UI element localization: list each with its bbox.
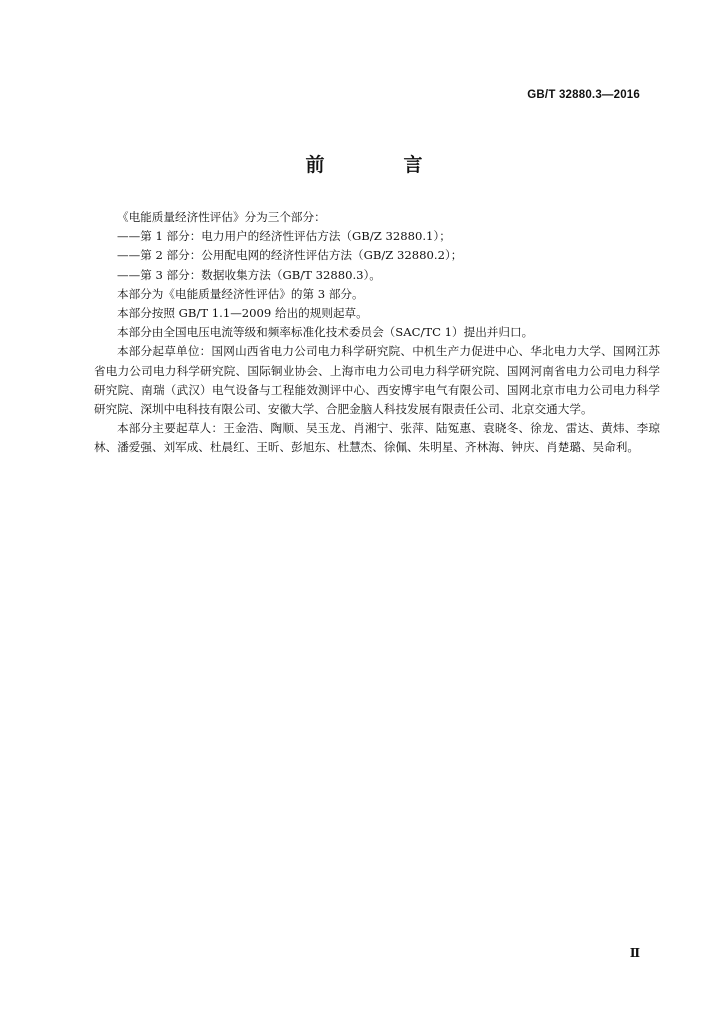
paragraph-drafting-rules: 本部分按照 GB/T 1.1—2009 给出的规则起草。 bbox=[117, 306, 368, 321]
page-number: Ⅱ bbox=[629, 946, 640, 960]
list-item-part3: ——第 3 部分：数据收集方法（GB/T 32880.3）。 bbox=[117, 267, 381, 282]
foreword-body bbox=[94, 208, 660, 458]
list-item-part2: ——第 2 部分：公用配电网的经济性评估方法（GB/Z 32880.2）； bbox=[117, 248, 463, 263]
list-item-part1: ——第 1 部分：电力用户的经济性评估方法（GB/Z 32880.1）； bbox=[117, 229, 451, 244]
paragraph-drafting-units: 本部分起草单位：国网山西省电力公司电力科学研究院、中机生产力促进中心、华北电力大学、国网江苏省电力公司电力科学研究院、国际铜业协会、上海市电力公司电力科学研究院、国网河南省电力公司电力科学研究院、南瑞（武汉）电气设备与工程能效测评中心、西安博宇电气有限公司、国网北京市电力公司电力科学研究院、深圳中电科技有限公司、安徽大学、合肥金脑人科技发展有限责任公司、北京交通大学。 bbox=[94, 344, 660, 417]
page-title: 前 言 bbox=[305, 154, 453, 176]
standard-code: GB/T 32880.3—2016 bbox=[527, 89, 640, 101]
paragraph-this-part: 本部分为《电能质量经济性评估》的第 3 部分。 bbox=[117, 286, 364, 301]
paragraph-proposed-by: 本部分由全国电压电流等级和频率标准化技术委员会（SAC/TC 1）提出并归口。 bbox=[117, 325, 534, 340]
paragraph-intro: 《电能质量经济性评估》分为三个部分： bbox=[117, 210, 326, 224]
paragraph-drafters: 本部分主要起草人：王金浩、陶顺、吴玉龙、肖湘宁、张萍、陆冤惠、袁晓冬、徐龙、雷达、黄炜、李琼林、潘爱强、刘军成、杜晨红、王昕、彭旭东、杜慧杰、徐佩、朱明星、齐林海、钟庆、肖楚璐、吴命利。 bbox=[94, 421, 660, 455]
